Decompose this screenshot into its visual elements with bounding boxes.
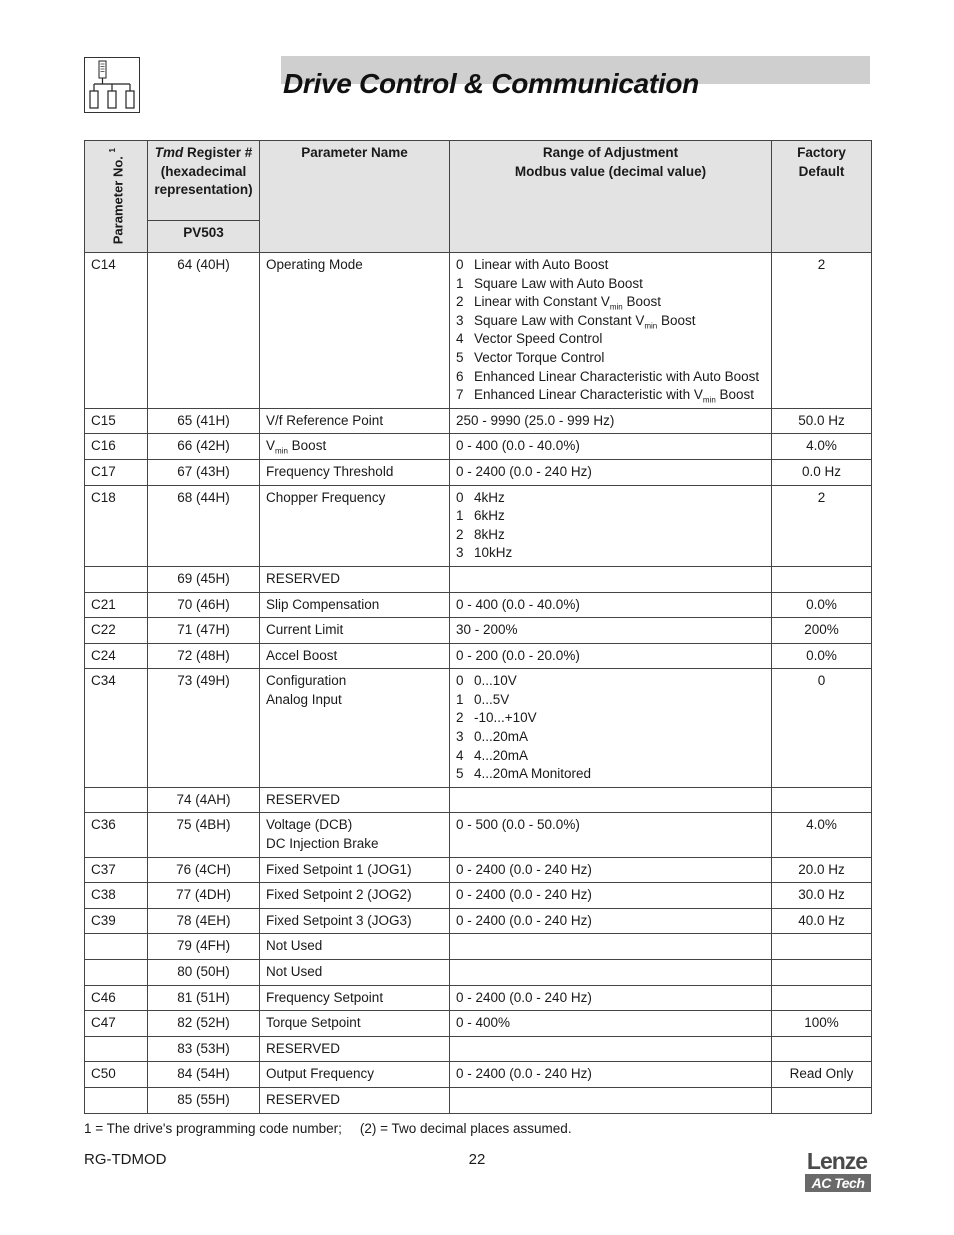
range-options [450,669,772,788]
option-item: 2 8kHz [456,526,505,542]
col-header-range: Range of Adjustment Modbus value (decimal value) [450,141,772,253]
option-item: 0 Linear with Auto Boost [456,257,609,272]
table-row: C34 73 (49H) Configuration Analog Input 0 0...10V 1 0...5V 2 -10...+10V 3 0...20mA 4 4...20mA 5 4...20mA Monitored 0 [85,669,872,788]
table-row: C47 82 (52H) Torque Setpoint 0 - 400% 100% [85,1011,872,1037]
footnote-2: (2) = Two decimal places assumed. [359,1121,572,1136]
table-row: 69 (45H) RESERVED [85,566,872,592]
option-item: 2 Linear with Constant $V_{min}$ Boost [456,294,662,312]
option-item: 4 4...20mA [456,747,529,763]
table-row: C36 75 (4BH) Voltage (DCB) DC Injection Brake 0 - 500 (0.0 - 50.0%) 4.0% [85,813,872,857]
table-row: C14 64 (40H) Operating Mode 0 Linear with Auto Boost 1 Square Law with Auto Boost 2 Linear with Constant $V_{min}$ Boost 3 Square Law with Constant $V_{min}$ Boost 4 Vector Speed Control 5 Vector Torque Control 6 Enhanced Linear Characteristic with Auto Boost 7 Enhanced Linear Characteristic with $V_{min}$ Boost 2 [85,253,872,409]
table-row: C16 66 (42H) $V_{min}$ Boost 0 - 400 (0.0 - 40.0%) 4.0% [85,434,872,460]
option-item: 3 Square Law with Constant $V_{min}$ Boost [456,312,696,331]
option-item: 3 0...20mA [456,729,529,745]
option-item: 4 Vector Speed Control [456,331,603,347]
option-item: 5 Vector Torque Control [456,349,605,365]
table-row: C46 81 (51H) Frequency Setpoint 0 - 2400 (0.0 - 240 Hz) [85,985,872,1011]
page-title: Drive Control & Communication [283,68,699,99]
document-code: RG-TDMOD [84,1151,167,1168]
table-row: C15 65 (41H) V/f Reference Point 250 - 9990 (25.0 - 999 Hz) 50.0 Hz [85,408,872,434]
col-header-parameter-name: Parameter Name [260,141,450,253]
table-row: C24 72 (48H) Accel Boost 0 - 200 (0.0 - 20.0%) 0.0% [85,643,872,669]
table-row: C17 67 (43H) Frequency Threshold 0 - 2400 (0.0 - 240 Hz) 0.0 Hz [85,459,872,485]
table-row: 85 (55H) RESERVED [85,1087,872,1113]
brand-subtitle: AC Tech [805,1174,871,1192]
option-item: 5 4...20mA Monitored [456,766,592,782]
col-header-factory-default: Factory Default [772,141,872,253]
range-options [450,253,772,409]
option-item: 0 0...10V [456,673,517,689]
table-row: 74 (4AH) RESERVED [85,787,872,813]
option-item: 1 Square Law with Auto Boost [456,275,643,291]
table-row: C50 84 (54H) Output Frequency 0 - 2400 (0.0 - 240 Hz) Read Only [85,1062,872,1088]
option-item: 6 Enhanced Linear Characteristic with Auto Boost [456,368,760,384]
table-row: C22 71 (47H) Current Limit 30 - 200% 200% [85,618,872,644]
table-row: 80 (50H) Not Used [85,960,872,986]
option-item: 2 -10...+10V [456,710,537,726]
footnote-1: 1 = The drive's programming code number; [84,1121,342,1136]
table-row: C38 77 (4DH) Fixed Setpoint 2 (JOG2) 0 - 2400 (0.0 - 240 Hz) 30.0 Hz [85,883,872,909]
lenze-logo [803,1149,871,1193]
brand-name: Lenze [806,1148,868,1174]
range-options [450,485,772,566]
option-item: 0 4kHz [456,489,505,505]
page-number: 22 [468,1151,486,1168]
table-row: C39 78 (4EH) Fixed Setpoint 3 (JOG3) 0 - 2400 (0.0 - 240 Hz) 40.0 Hz [85,908,872,934]
parameter-table [84,140,872,1114]
table-row: C37 76 (4CH) Fixed Setpoint 1 (JOG1) 0 - 2400 (0.0 - 240 Hz) 20.0 Hz [85,857,872,883]
table-row: 79 (4FH) Not Used [85,934,872,960]
table-row: C18 68 (44H) Chopper Frequency 0 4kHz 1 6kHz 2 8kHz 3 10kHz 2 [85,485,872,566]
table-row: C21 70 (46H) Slip Compensation 0 - 400 (0.0 - 40.0%) 0.0% [85,592,872,618]
col-header-register: Tmd Register # (hexadecimal representation) [148,141,260,221]
section-logo-icon [84,57,140,113]
option-item: 7 Enhanced Linear Characteristic with $V_{min}$ Boost [456,387,755,405]
option-item: 1 6kHz [456,508,505,524]
table-row: 83 (53H) RESERVED [85,1036,872,1062]
footnote [84,1121,572,1136]
option-item: 3 10kHz [456,545,513,561]
col-header-pv503: PV503 [148,221,260,253]
option-item: 1 0...5V [456,691,510,707]
col-header-parameter-no: Parameter No. $^1$ [85,141,148,253]
